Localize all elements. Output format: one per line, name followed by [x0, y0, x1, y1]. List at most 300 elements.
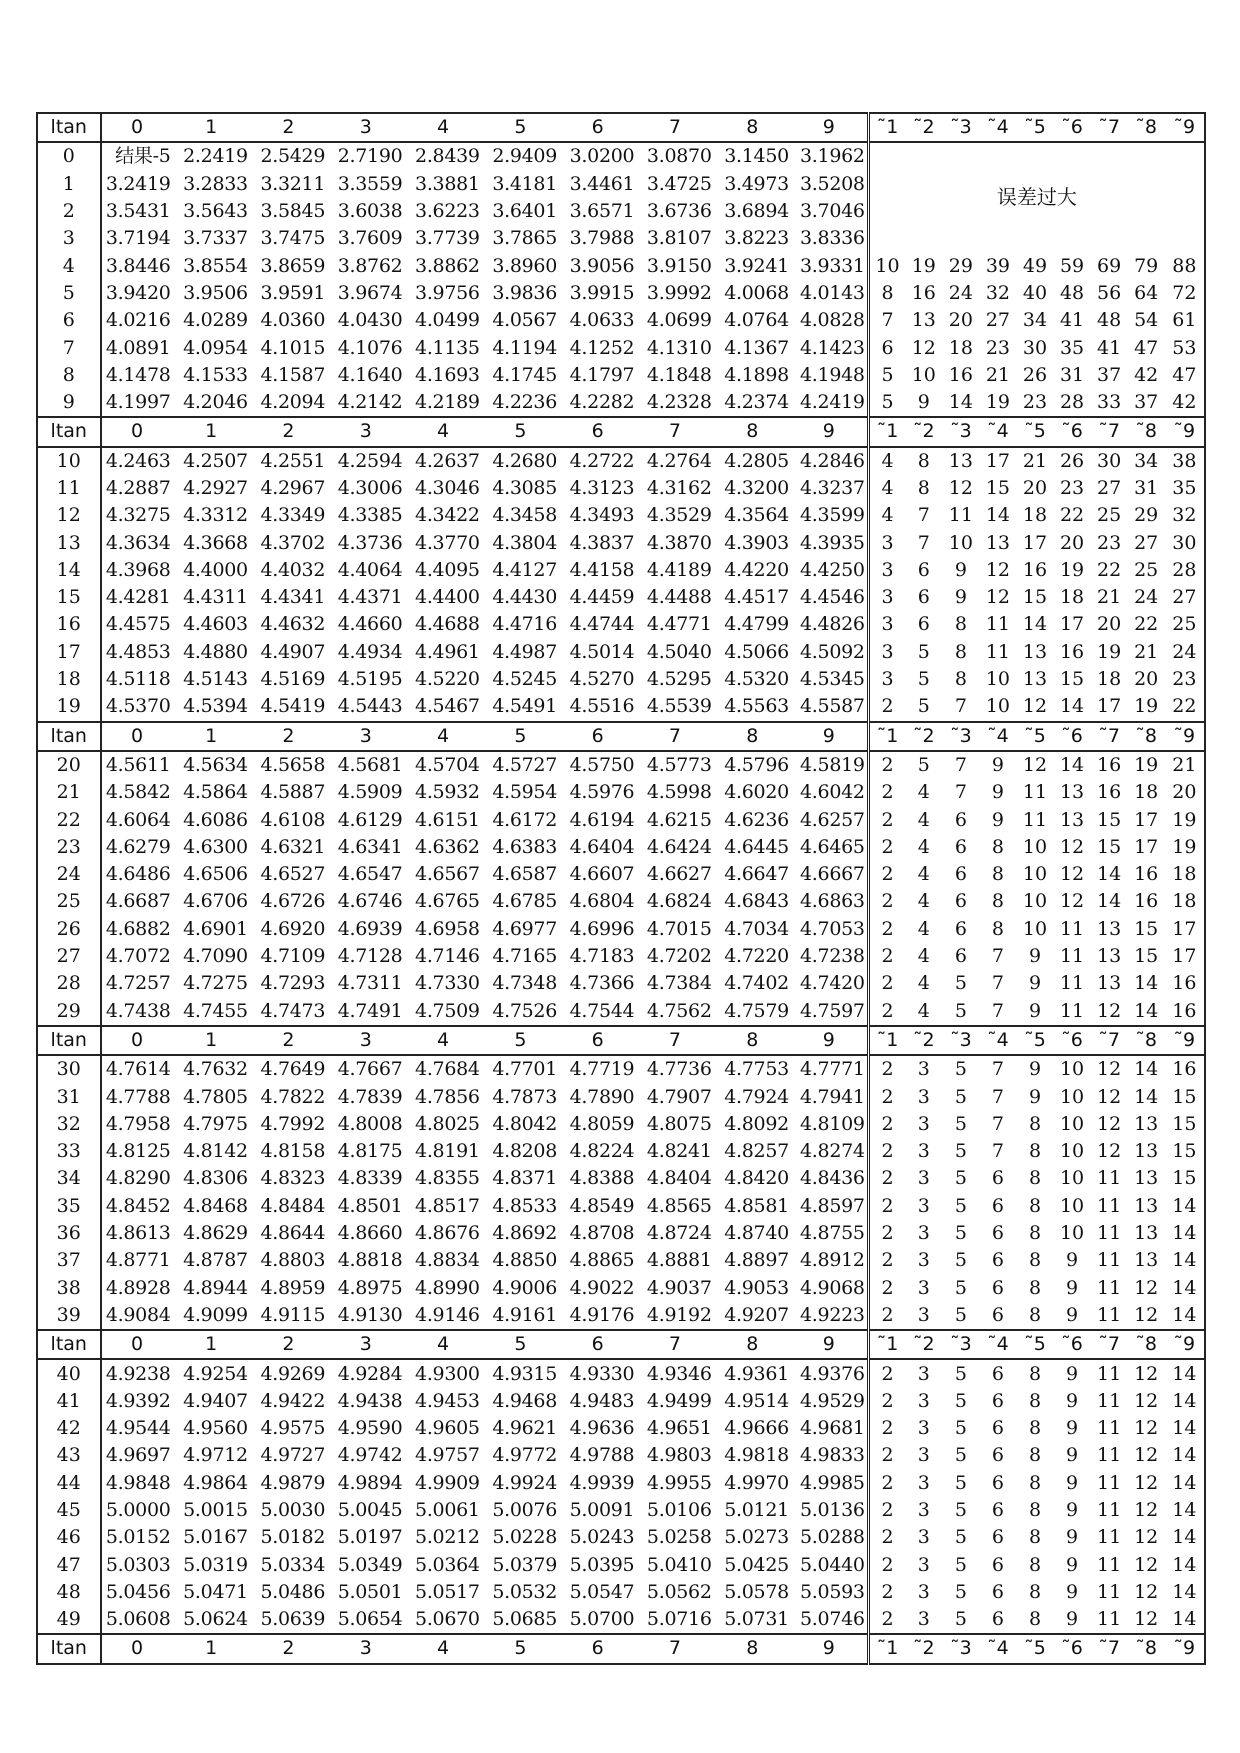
difference-cell: 13 — [1134, 1140, 1159, 1163]
log-value-cell: 5.0061 — [415, 1498, 480, 1521]
table-row — [37, 970, 1205, 997]
log-value-cell: 4.9864 — [183, 1471, 248, 1494]
difference-cell: 7 — [991, 972, 1004, 995]
log-value-cell: 4.6194 — [569, 808, 635, 831]
difference-cell: 8 — [881, 281, 894, 304]
difference-cell: 18 — [1172, 863, 1197, 886]
header-diff-column: ˜8 — [1128, 1330, 1165, 1359]
log-value-cell: 3.9056 — [569, 254, 635, 277]
difference-cell: 5 — [881, 363, 894, 386]
header-main-column: 8 — [714, 1634, 791, 1663]
difference-cell: 6 — [991, 1580, 1004, 1603]
log-value-cell: 4.8257 — [724, 1140, 789, 1163]
difference-cell: 2 — [881, 1194, 894, 1217]
log-value-cell: 4.7311 — [337, 972, 403, 995]
log-value-cell: 4.2551 — [260, 449, 326, 472]
difference-cell: 8 — [1028, 1303, 1042, 1326]
header-diff-column: ˜9 — [1165, 722, 1205, 751]
difference-cell: 17 — [1134, 808, 1159, 831]
difference-cell: 15 — [1172, 1085, 1197, 1108]
table-row — [37, 693, 1205, 721]
header-main-column: 6 — [559, 1634, 636, 1663]
log-value-cell: 4.4032 — [260, 558, 326, 581]
log-value-cell: 4.9681 — [791, 1415, 868, 1442]
header-diff-column: ˜5 — [1016, 1634, 1053, 1663]
header-diff-column: ˜2 — [905, 1634, 942, 1663]
difference-cell: 15 — [1097, 808, 1122, 831]
difference-cell: 6 — [954, 835, 967, 858]
header-diff-column: ˜1 — [868, 722, 905, 751]
difference-cell: 12 — [1134, 1276, 1159, 1299]
log-value-cell: 5.0303 — [105, 1553, 171, 1576]
log-value-cell: 4.0068 — [724, 281, 789, 304]
difference-cell: 11 — [1097, 1222, 1122, 1245]
row-label: 45 — [37, 1497, 101, 1524]
difference-cell: 5 — [954, 1444, 967, 1467]
difference-cell: 13 — [1134, 1167, 1159, 1190]
difference-cell: 33 — [1097, 391, 1122, 414]
log-value-cell: 4.0360 — [260, 309, 326, 332]
log-value-cell: 4.8613 — [105, 1222, 171, 1245]
log-value-cell: 4.7873 — [492, 1085, 558, 1108]
log-value-cell: 4.9636 — [569, 1417, 635, 1440]
difference-cell: 12 — [1134, 1580, 1159, 1603]
log-value-cell: 2.5429 — [260, 145, 326, 168]
log-value-cell: 4.6424 — [646, 835, 712, 858]
row-label: 1 — [37, 171, 101, 198]
difference-cell: 2 — [881, 808, 894, 831]
header-diff-column: ˜4 — [979, 1634, 1016, 1663]
difference-cell: 16 — [1097, 781, 1122, 804]
difference-cell: 2 — [881, 1444, 894, 1467]
row-label: 31 — [37, 1083, 101, 1110]
log-value-cell: 4.9757 — [415, 1444, 480, 1467]
difference-cell: 11 — [1059, 917, 1085, 940]
log-value-cell: 4.5704 — [415, 753, 480, 776]
header-main-column: 4 — [404, 417, 481, 446]
log-value-cell: 4.5491 — [492, 695, 558, 718]
difference-cell: 9 — [1028, 1058, 1042, 1081]
log-value-cell: 4.1898 — [724, 363, 789, 386]
difference-cell: 14 — [1172, 1553, 1197, 1576]
difference-cell: 14 — [948, 391, 973, 414]
row-label: 17 — [37, 639, 101, 666]
log-value-cell: 4.6404 — [569, 835, 635, 858]
difference-cell: 18 — [1022, 504, 1048, 527]
header-main-column: 1 — [173, 1026, 250, 1055]
log-value-cell: 4.3123 — [569, 477, 635, 499]
difference-cell: 5 — [954, 1389, 967, 1412]
row-label: 0 — [37, 142, 101, 170]
difference-cell: 3 — [917, 1249, 930, 1272]
difference-cell: 28 — [1059, 391, 1085, 414]
log-value-cell: 4.5976 — [569, 781, 635, 804]
difference-cell: 5 — [881, 391, 894, 414]
difference-cell: 8 — [1028, 1194, 1042, 1217]
difference-cell: 5 — [954, 1417, 967, 1440]
log-value-cell: 4.6257 — [791, 806, 868, 833]
log-value-cell: 4.5040 — [646, 640, 712, 663]
row-label: 47 — [37, 1551, 101, 1578]
table-row — [37, 943, 1205, 970]
log-value-cell: 4.5195 — [337, 668, 403, 691]
table-row — [37, 475, 1205, 502]
row-label: 27 — [37, 943, 101, 970]
log-value-cell: 4.3968 — [105, 558, 171, 581]
difference-cell: 40 — [1022, 281, 1048, 304]
log-value-cell: 4.7562 — [646, 999, 712, 1022]
header-main-column: 4 — [404, 113, 481, 142]
difference-cell: 11 — [1097, 1303, 1122, 1326]
log-value-cell: 4.6804 — [569, 890, 635, 913]
log-value-cell: 4.1135 — [415, 336, 480, 359]
log-value-cell: 4.8355 — [415, 1167, 480, 1190]
log-value-cell: 3.4725 — [646, 172, 712, 195]
difference-cell: 3 — [917, 1553, 930, 1576]
difference-cell: 17 — [985, 449, 1011, 472]
difference-cell: 26 — [1059, 449, 1085, 472]
difference-cell: 14 — [1097, 890, 1122, 913]
difference-cell: 9 — [1028, 945, 1042, 968]
difference-cell: 7 — [954, 781, 967, 804]
log-value-cell: 4.5370 — [105, 695, 171, 718]
difference-cell: 4 — [881, 477, 894, 499]
header-diff-column: ˜5 — [1016, 1330, 1053, 1359]
difference-cell: 12 — [1134, 1417, 1159, 1440]
log-value-cell: 5.0167 — [183, 1526, 248, 1549]
header-diff-column: ˜2 — [905, 113, 942, 142]
log-value-cell: 4.9022 — [569, 1276, 635, 1299]
header-main-column: 6 — [559, 1026, 636, 1055]
log-value-cell: 5.0593 — [791, 1579, 868, 1606]
header-diff-column: ˜3 — [942, 1634, 979, 1663]
log-value-cell: 4.5443 — [337, 695, 403, 718]
log-value-cell: 4.8755 — [791, 1220, 868, 1247]
header-row — [37, 1634, 1205, 1663]
difference-cell: 2 — [881, 1167, 894, 1190]
log-value-cell: 4.2142 — [337, 391, 403, 414]
difference-cell: 9 — [1066, 1417, 1079, 1440]
log-value-cell: 4.7632 — [183, 1058, 248, 1081]
log-value-cell: 5.0030 — [260, 1498, 326, 1521]
difference-cell: 12 — [1134, 1444, 1159, 1467]
header-main-column: 2 — [250, 1330, 327, 1359]
header-diff-column: ˜5 — [1016, 113, 1053, 142]
log-value-cell: 4.1478 — [105, 363, 171, 386]
header-diff-column: ˜7 — [1091, 417, 1128, 446]
log-value-cell: 3.1450 — [724, 145, 789, 168]
difference-cell: 6 — [991, 1249, 1004, 1272]
log-value-cell: 结果-5 — [115, 145, 171, 168]
log-value-cell: 3.7609 — [337, 227, 403, 250]
log-value-cell: 4.1848 — [646, 363, 712, 386]
table-row — [37, 834, 1205, 861]
log-value-cell: 4.6863 — [791, 888, 868, 915]
table-row — [37, 1138, 1205, 1165]
log-value-cell: 4.6726 — [260, 890, 326, 913]
difference-cell: 12 — [1097, 999, 1122, 1022]
log-value-cell: 4.8928 — [105, 1276, 171, 1299]
header-row — [37, 417, 1205, 446]
difference-cell: 3 — [917, 1526, 930, 1549]
log-value-cell: 4.9939 — [569, 1471, 635, 1494]
log-value-cell: 4.7509 — [415, 999, 480, 1022]
log-value-cell: 5.0228 — [492, 1526, 558, 1549]
log-value-cell: 4.5658 — [260, 753, 326, 776]
log-value-cell: 4.5092 — [791, 639, 868, 666]
header-diff-column: ˜4 — [979, 113, 1016, 142]
difference-cell: 13 — [1022, 668, 1048, 691]
log-value-cell: 3.8336 — [791, 225, 868, 252]
difference-cell: 5 — [954, 1249, 967, 1272]
difference-cell: 2 — [881, 1471, 894, 1494]
difference-cell: 11 — [1097, 1167, 1122, 1190]
difference-cell: 21 — [1134, 640, 1159, 663]
difference-cell: 10 — [1022, 917, 1048, 940]
difference-cell: 6 — [954, 808, 967, 831]
log-value-cell: 2.7190 — [337, 145, 403, 168]
log-value-cell: 4.9130 — [337, 1303, 403, 1326]
difference-cell: 6 — [991, 1194, 1004, 1217]
difference-cell: 6 — [954, 863, 967, 886]
difference-cell: 18 — [948, 336, 973, 359]
header-diff-column: ˜3 — [942, 1330, 979, 1359]
difference-cell: 13 — [1097, 917, 1122, 940]
log-value-cell: 4.5954 — [492, 781, 558, 804]
difference-cell: 10 — [1059, 1085, 1085, 1108]
header-main-column: 2 — [250, 113, 327, 142]
difference-cell: 20 — [1097, 613, 1122, 636]
difference-cell: 30 — [1172, 531, 1197, 554]
log-value-cell: 4.6506 — [183, 863, 248, 886]
difference-cell: 8 — [1028, 1362, 1042, 1385]
log-value-cell: 4.7473 — [260, 999, 326, 1022]
header-main-column: 2 — [250, 1026, 327, 1055]
log-value-cell: 4.8025 — [415, 1112, 480, 1135]
difference-cell: 47 — [1134, 336, 1159, 359]
error-too-large-note: 误差过大 — [996, 185, 1077, 210]
difference-cell: 28 — [1172, 558, 1197, 581]
difference-cell: 12 — [1134, 1471, 1159, 1494]
log-value-cell: 4.4371 — [337, 586, 403, 609]
log-value-cell: 3.6736 — [646, 200, 712, 223]
table-row — [37, 1497, 1205, 1524]
difference-cell: 5 — [954, 1276, 967, 1299]
difference-cell: 11 — [985, 640, 1011, 663]
header-main-column: 0 — [101, 113, 173, 142]
difference-cell: 8 — [1028, 1580, 1042, 1603]
header-main-column: 3 — [327, 1634, 404, 1663]
difference-cell: 9 — [1066, 1276, 1079, 1299]
log-value-cell: 5.0273 — [724, 1526, 789, 1549]
header-diff-column: ˜1 — [868, 1026, 905, 1055]
log-value-cell: 4.8818 — [337, 1249, 403, 1272]
difference-cell: 2 — [881, 695, 894, 718]
difference-cell: 7 — [991, 1085, 1004, 1108]
log-value-cell: 4.6687 — [105, 890, 171, 913]
difference-cell: 6 — [954, 917, 967, 940]
log-value-cell: 4.3162 — [646, 477, 712, 499]
difference-cell: 11 — [1097, 1194, 1122, 1217]
log-value-cell: 2.2419 — [183, 145, 248, 168]
difference-cell: 4 — [917, 890, 930, 913]
difference-cell: 11 — [1097, 1608, 1122, 1631]
log-value-cell: 3.8862 — [415, 254, 480, 277]
log-value-cell: 4.2722 — [569, 449, 635, 472]
log-value-cell: 4.8708 — [569, 1222, 635, 1245]
header-diff-column: ˜7 — [1091, 1634, 1128, 1663]
difference-cell: 8 — [954, 668, 967, 691]
difference-cell: 12 — [1097, 1085, 1122, 1108]
difference-cell: 39 — [985, 254, 1011, 277]
header-main-column: 3 — [327, 1026, 404, 1055]
difference-cell: 17 — [1134, 835, 1159, 858]
difference-cell: 6 — [917, 613, 930, 636]
difference-cell: 11 — [1097, 1444, 1122, 1467]
log-value-cell: 5.0440 — [791, 1551, 868, 1578]
header-diff-column: ˜9 — [1165, 1026, 1205, 1055]
log-value-cell: 4.7348 — [492, 972, 558, 995]
table-row — [37, 1220, 1205, 1247]
log-value-cell: 4.3422 — [415, 504, 480, 527]
difference-cell: 2 — [881, 1362, 894, 1385]
header-main-column: 0 — [101, 1026, 173, 1055]
difference-cell: 5 — [917, 753, 930, 776]
log-value-cell: 4.5169 — [260, 668, 326, 691]
difference-cell: 13 — [1059, 781, 1085, 804]
log-value-cell: 4.8897 — [724, 1249, 789, 1272]
row-label: 13 — [37, 529, 101, 556]
log-value-cell: 4.7330 — [415, 972, 480, 995]
log-value-cell: 4.4250 — [791, 557, 868, 584]
difference-cell: 18 — [1134, 781, 1159, 804]
header-diff-column: ˜2 — [905, 722, 942, 751]
log-value-cell: 4.3529 — [646, 504, 712, 527]
log-value-cell: 4.6151 — [415, 808, 480, 831]
difference-cell: 19 — [1059, 558, 1085, 581]
difference-cell: 6 — [991, 1471, 1004, 1494]
difference-cell: 8 — [1028, 1417, 1042, 1440]
log-value-cell: 4.7975 — [183, 1112, 248, 1135]
log-value-cell: 5.0136 — [791, 1497, 868, 1524]
header-diff-column: ˜5 — [1016, 722, 1053, 751]
log-value-cell: 5.0624 — [183, 1608, 248, 1631]
log-value-cell: 4.8865 — [569, 1249, 635, 1272]
header-corner-label: ltan — [37, 1634, 101, 1663]
difference-cell: 10 — [1059, 1222, 1085, 1245]
table-row — [37, 998, 1205, 1026]
difference-cell: 19 — [1097, 640, 1122, 663]
log-value-cell: 4.8075 — [646, 1112, 712, 1135]
difference-cell: 7 — [991, 945, 1004, 968]
log-value-cell: 4.5750 — [569, 753, 635, 776]
difference-cell: 13 — [948, 449, 973, 472]
header-main-column: 8 — [714, 417, 791, 446]
log-value-cell: 4.9772 — [492, 1444, 558, 1467]
log-value-cell: 4.4688 — [415, 613, 480, 636]
log-value-cell: 4.8042 — [492, 1112, 558, 1135]
header-main-column: 9 — [791, 1330, 868, 1359]
difference-cell: 5 — [954, 1194, 967, 1217]
header-corner-label: ltan — [37, 113, 101, 142]
log-value-cell: 4.2764 — [646, 449, 712, 472]
difference-cell: 12 — [1022, 695, 1048, 718]
log-value-cell: 4.7924 — [724, 1085, 789, 1108]
difference-cell: 14 — [1172, 1526, 1197, 1549]
header-diff-column: ˜6 — [1054, 1026, 1091, 1055]
difference-cell: 19 — [1134, 695, 1159, 718]
log-value-cell: 4.3702 — [260, 531, 326, 554]
log-value-cell: 4.0499 — [415, 309, 480, 332]
header-main-column: 9 — [791, 1634, 868, 1663]
difference-cell: 14 — [1097, 863, 1122, 886]
log-value-cell: 4.5516 — [569, 695, 635, 718]
difference-cell: 9 — [1028, 972, 1042, 995]
header-diff-column: ˜1 — [868, 1634, 905, 1663]
log-value-cell: 4.5419 — [260, 695, 326, 718]
row-label: 14 — [37, 557, 101, 584]
difference-cell: 13 — [1134, 1112, 1159, 1135]
header-main-column: 2 — [250, 722, 327, 751]
log-value-cell: 4.3634 — [105, 531, 171, 554]
log-value-cell: 4.8581 — [724, 1194, 789, 1217]
difference-cell: 69 — [1097, 254, 1122, 277]
log-value-cell: 4.6383 — [492, 835, 558, 858]
difference-cell: 11 — [1097, 1526, 1122, 1549]
table-row — [37, 1193, 1205, 1220]
log-value-cell: 4.3935 — [791, 529, 868, 556]
header-main-column: 4 — [404, 722, 481, 751]
difference-cell: 9 — [1066, 1553, 1079, 1576]
log-value-cell: 5.0243 — [569, 1526, 635, 1549]
difference-cell: 9 — [1066, 1362, 1079, 1385]
header-main-column: 3 — [327, 417, 404, 446]
log-tangent-table — [36, 112, 1206, 1665]
header-main-column: 0 — [101, 417, 173, 446]
log-value-cell: 4.8990 — [415, 1276, 480, 1299]
log-value-cell: 4.7165 — [492, 945, 558, 968]
difference-cell: 41 — [1097, 336, 1122, 359]
log-value-cell: 5.0486 — [260, 1580, 326, 1603]
log-value-cell: 4.9985 — [791, 1470, 868, 1497]
log-value-cell: 4.5539 — [646, 695, 712, 718]
difference-cell: 7 — [991, 1112, 1004, 1135]
log-value-cell: 4.6042 — [791, 779, 868, 806]
log-value-cell: 5.0731 — [724, 1608, 789, 1631]
difference-cell: 9 — [1066, 1498, 1079, 1521]
header-diff-column: ˜6 — [1054, 722, 1091, 751]
difference-cell: 3 — [917, 1058, 930, 1081]
log-value-cell: 4.9590 — [337, 1417, 403, 1440]
log-value-cell: 4.3085 — [492, 477, 558, 499]
log-value-cell: 4.5727 — [492, 753, 558, 776]
log-value-cell: 4.0699 — [646, 309, 712, 332]
difference-cell: 10 — [875, 254, 900, 277]
log-value-cell: 4.2189 — [415, 391, 480, 414]
table-row — [37, 1274, 1205, 1301]
log-value-cell: 4.1194 — [492, 336, 558, 359]
difference-cell: 14 — [1172, 1498, 1197, 1521]
log-value-cell: 4.9453 — [415, 1389, 480, 1412]
log-value-cell: 4.3312 — [183, 504, 248, 527]
log-value-cell: 4.8436 — [791, 1165, 868, 1192]
difference-cell: 30 — [1022, 336, 1048, 359]
difference-cell: 24 — [948, 281, 973, 304]
log-value-cell: 5.0182 — [260, 1526, 326, 1549]
log-value-cell: 4.9361 — [724, 1362, 789, 1385]
difference-cell: 41 — [1059, 309, 1085, 332]
difference-cell: 20 — [1059, 531, 1085, 554]
